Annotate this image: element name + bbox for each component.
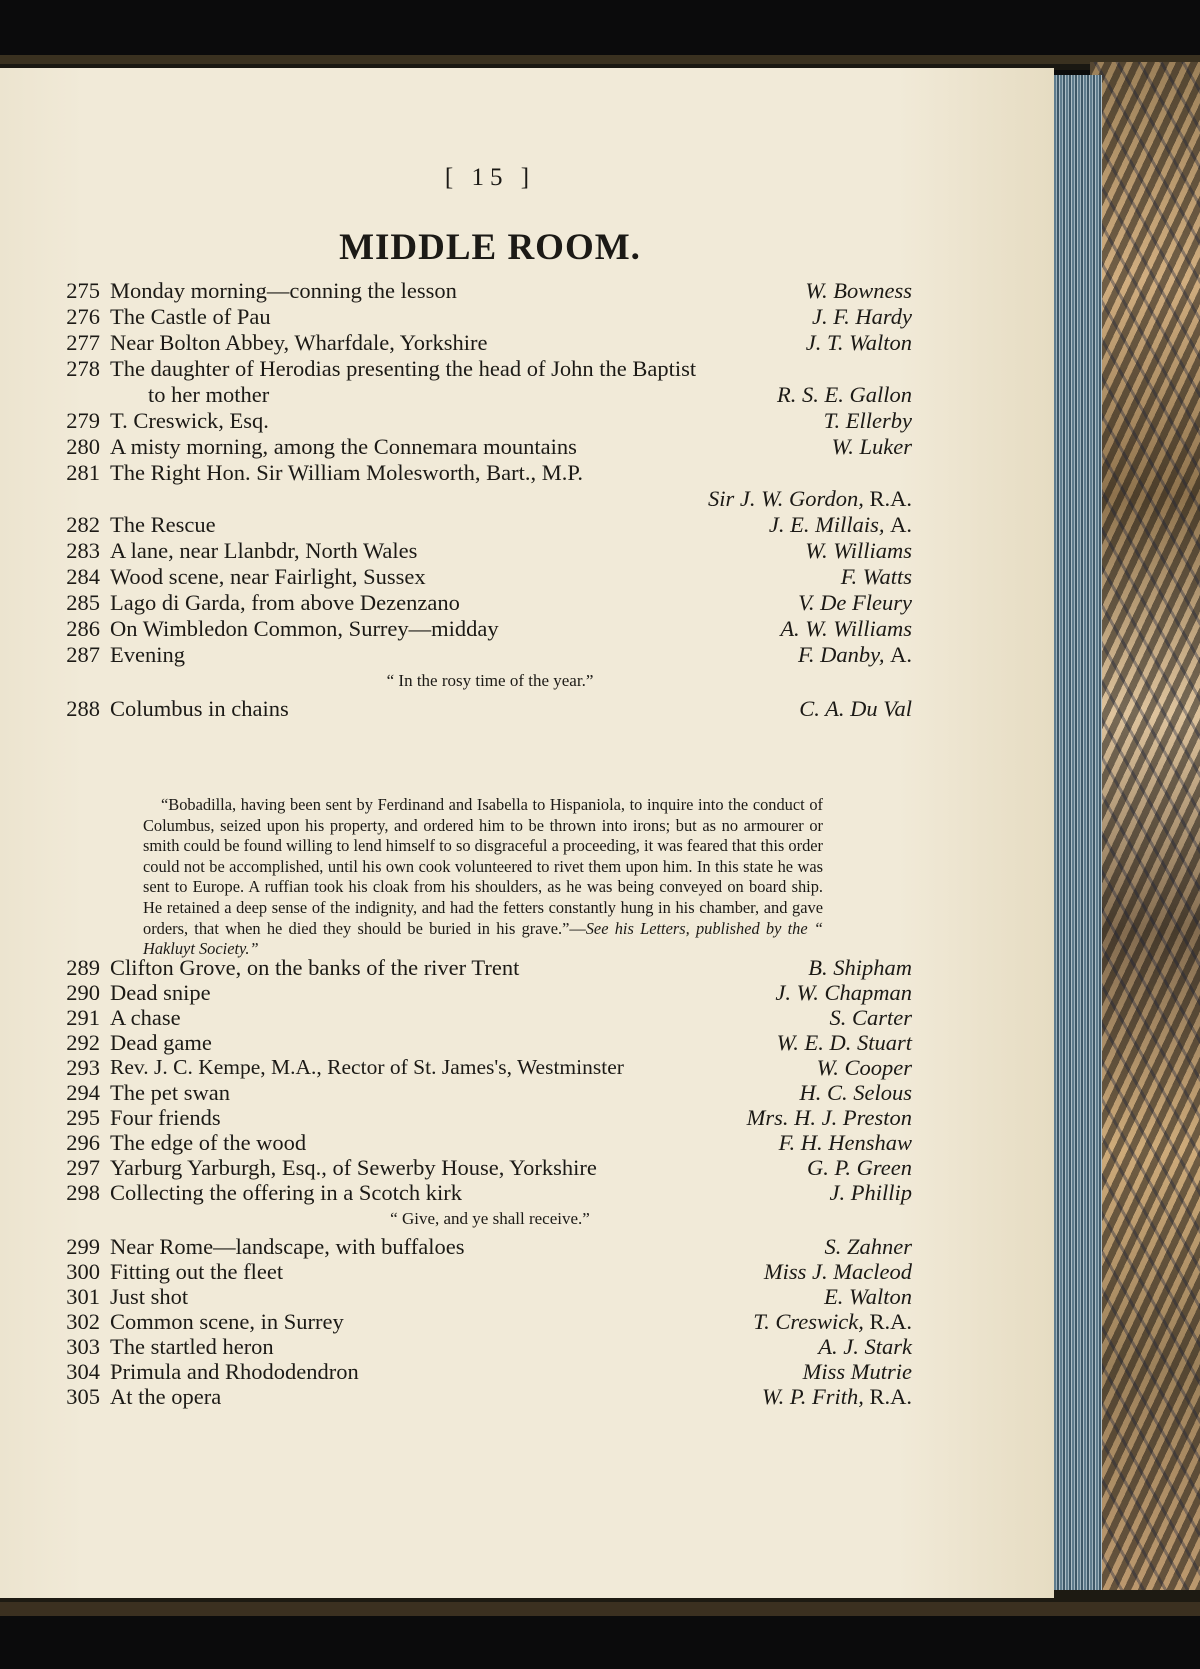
entry-artist: H. C. Selous	[799, 1080, 912, 1105]
entry-artist: E. Walton	[824, 1284, 912, 1309]
entry-title: Rev. J. C. Kempe, M.A., Rector of St. James's, Westminster	[110, 1055, 624, 1079]
entry-artist: W. E. D. Stuart	[776, 1030, 912, 1055]
catalogue-entry	[54, 1334, 912, 1360]
entry-artist: J. Phillip	[829, 1180, 912, 1205]
entry-artist: S. Zahner	[824, 1234, 912, 1259]
entry-artist: Miss Mutrie	[802, 1359, 912, 1384]
entry-number: 285	[66, 590, 100, 615]
marbled-edge	[1090, 62, 1200, 1614]
catalogue-entry	[54, 1030, 912, 1056]
entry-title: The Right Hon. Sir William Molesworth, Bart., M.P.	[110, 460, 584, 485]
entry-artist: J. W. Chapman	[775, 980, 912, 1005]
catalogue-entry	[54, 278, 912, 304]
entry-title: The Rescue	[110, 512, 216, 537]
entry-title: A lane, near Llanbdr, North Wales	[110, 538, 418, 563]
entry-number: 304	[66, 1359, 100, 1384]
entry-quotation: “ Give, and ye shall receive.”	[390, 1209, 590, 1228]
entry-title: Primula and Rhododendron	[110, 1359, 359, 1384]
academy-suffix: R.A.	[869, 486, 912, 511]
entry-title-continued: to her mother	[148, 382, 270, 407]
entry-number: 289	[66, 955, 100, 980]
academy-suffix: A.	[890, 642, 912, 667]
entry-title: Dead game	[110, 1030, 212, 1055]
catalogue-entry	[54, 538, 912, 564]
academy-suffix: R.A.	[869, 1309, 912, 1334]
entry-number: 282	[66, 512, 100, 537]
catalogue-entry	[54, 1005, 912, 1031]
entry-title: The startled heron	[110, 1334, 274, 1359]
entry-number: 284	[66, 564, 100, 589]
entry-number: 301	[66, 1284, 100, 1309]
entry-number: 280	[66, 434, 100, 459]
entry-title: Yarburg Yarburgh, Esq., of Sewerby House, Yorkshire	[110, 1155, 597, 1180]
catalogue-entry	[54, 1309, 912, 1335]
note-text: “Bobadilla, having been sent by Ferdinand and Isabella to Hispaniola, to inquire into the conduct of Columbus, seized upon his property, and ordered him to be thrown into irons; but as no armourer or smith could be found willing to lend himself to so disgraceful a proceeding, it was feared that this order could not be accomplished, until his own cook volunteered to rivet them upon him. In this state he was sent to Europe. A ruffian took his cloak from his shoulders, as he was being conveyed on board ship. He retained a deep sense of the indignity, and had the fetters constantly hung in his chamber, and gave orders, that when he died they should be buried in his grave.”—	[143, 795, 823, 938]
entry-artist: Sir J. W. Gordon, R.A.	[708, 486, 912, 511]
entry-artist: A. W. Williams	[780, 616, 912, 641]
catalogue-entry	[54, 1234, 912, 1260]
catalogue-entry	[54, 1155, 912, 1181]
entry-artist: R. S. E. Gallon	[777, 382, 912, 407]
entry-title: Lago di Garda, from above Dezenzano	[110, 590, 460, 615]
entry-artist: W. Cooper	[816, 1055, 912, 1080]
catalogue-entry	[54, 642, 912, 668]
entry-artist: V. De Fleury	[798, 590, 912, 615]
entry-number: 291	[66, 1005, 100, 1030]
entry-number: 303	[66, 1334, 100, 1359]
catalogue-entry	[54, 1105, 912, 1131]
entry-artist: Mrs. H. J. Preston	[746, 1105, 912, 1130]
entry-number: 278	[66, 356, 100, 381]
catalogue-entry	[54, 696, 912, 722]
entry-number: 286	[66, 616, 100, 641]
entry-number: 295	[66, 1105, 100, 1130]
entry-title: A chase	[110, 1005, 181, 1030]
catalogue-entry	[54, 304, 912, 330]
entry-artist: Miss J. Macleod	[763, 1259, 912, 1284]
catalogue-entry	[54, 460, 912, 486]
entry-number: 299	[66, 1234, 100, 1259]
catalogue-entry	[54, 564, 912, 590]
entry-number: 294	[66, 1080, 100, 1105]
catalogue-entry	[54, 512, 912, 538]
catalogue-page	[0, 68, 1054, 1598]
entry-number: 281	[66, 460, 100, 485]
catalogue-entry	[54, 616, 912, 642]
entry-number: 297	[66, 1155, 100, 1180]
entry-number: 292	[66, 1030, 100, 1055]
entry-number: 287	[66, 642, 100, 667]
entry-title: Columbus in chains	[110, 696, 289, 721]
entry-number: 298	[66, 1180, 100, 1205]
entry-title: Evening	[110, 642, 185, 667]
entry-title: The Castle of Pau	[110, 304, 271, 329]
entry-title: Near Bolton Abbey, Wharfdale, Yorkshire	[110, 330, 488, 355]
entry-number: 276	[66, 304, 100, 329]
page-leaves	[1048, 75, 1102, 1595]
book-bottom-edge	[0, 1590, 1200, 1669]
entry-number: 277	[66, 330, 100, 355]
entry-artist: T. Ellerby	[823, 408, 912, 433]
catalogue-entry	[54, 1055, 912, 1081]
catalogue-entry	[54, 1080, 912, 1106]
catalogue-entry	[54, 330, 912, 356]
entry-title: The edge of the wood	[110, 1130, 307, 1155]
entry-title: Fitting out the fleet	[110, 1259, 284, 1284]
entry-number: 275	[66, 278, 100, 303]
entry-artist: W. P. Frith, R.A.	[761, 1384, 912, 1409]
entry-artist: F. Danby, A.	[798, 642, 912, 667]
entry-title: Near Rome—landscape, with buffaloes	[110, 1234, 465, 1259]
entry-number: 296	[66, 1130, 100, 1155]
entry-artist: J. T. Walton	[805, 330, 912, 355]
academy-suffix: A.	[890, 512, 912, 537]
entry-title: At the opera	[110, 1384, 222, 1409]
catalogue-entry	[54, 1384, 912, 1410]
entry-title: Four friends	[110, 1105, 221, 1130]
catalogue-entry	[54, 1259, 912, 1285]
entry-artist: J. E. Millais, A.	[768, 512, 912, 537]
catalogue-entry	[54, 1359, 912, 1385]
entry-artist: W. Bowness	[805, 278, 912, 303]
entry-number: 288	[66, 696, 100, 721]
entry-title: On Wimbledon Common, Surrey—midday	[110, 616, 499, 641]
catalogue-entry	[54, 1130, 912, 1156]
entry-number: 302	[66, 1309, 100, 1334]
entry-title: Common scene, in Surrey	[110, 1309, 344, 1334]
entry-title: T. Creswick, Esq.	[110, 408, 269, 433]
catalogue-entry	[54, 1284, 912, 1310]
catalogue-entry	[54, 434, 912, 460]
entry-number: 305	[66, 1384, 100, 1409]
entry-number: 293	[66, 1055, 100, 1080]
page-number: [ 15 ]	[444, 164, 536, 191]
entry-title: A misty morning, among the Connemara mountains	[110, 434, 577, 459]
entry-number: 283	[66, 538, 100, 563]
entry-number: 290	[66, 980, 100, 1005]
note-source: See his Letters, published by the “ Hakluyt Society.”	[143, 918, 823, 959]
entry-artist: J. F. Hardy	[812, 304, 912, 329]
catalogue-entry	[54, 590, 912, 616]
catalogue-entry	[54, 408, 912, 434]
catalogue-entry-continuation	[54, 382, 912, 408]
entry-artist: B. Shipham	[808, 955, 912, 980]
entry-artist: F. Watts	[840, 564, 912, 589]
entry-artist: W. Luker	[831, 434, 912, 459]
entry-artist: T. Creswick, R.A.	[753, 1309, 912, 1334]
entry-title: Collecting the offering in a Scotch kirk	[110, 1180, 463, 1205]
entry-artist: G. P. Green	[807, 1155, 912, 1180]
entry-title: Monday morning—conning the lesson	[110, 278, 457, 303]
catalogue-entry	[54, 356, 912, 382]
entry-title: The pet swan	[110, 1080, 230, 1105]
entry-quotation: “ In the rosy time of the year.”	[386, 671, 594, 690]
entry-number: 300	[66, 1259, 100, 1284]
entry-title: The daughter of Herodias presenting the head of John the Baptist	[110, 356, 697, 381]
catalogue-entry	[54, 980, 912, 1006]
catalogue-entry-continuation	[54, 486, 912, 512]
book-top-edge	[0, 0, 1200, 70]
entry-title: Just shot	[110, 1284, 189, 1309]
entry-artist: C. A. Du Val	[799, 696, 912, 721]
entry-artist: W. Williams	[805, 538, 912, 563]
catalogue-entry	[54, 955, 912, 981]
entry-artist: S. Carter	[829, 1005, 912, 1030]
entry-artist: A. J. Stark	[818, 1334, 912, 1359]
room-heading: MIDDLE ROOM.	[339, 227, 641, 268]
academy-suffix: R.A.	[869, 1384, 912, 1409]
entry-number: 279	[66, 408, 100, 433]
entry-artist: F. H. Henshaw	[778, 1130, 912, 1155]
entry-title: Dead snipe	[110, 980, 211, 1005]
catalogue-entry	[54, 1180, 912, 1206]
entry-title: Clifton Grove, on the banks of the river Trent	[110, 955, 520, 980]
columbus-note	[143, 795, 823, 960]
entry-title: Wood scene, near Fairlight, Sussex	[110, 564, 426, 589]
